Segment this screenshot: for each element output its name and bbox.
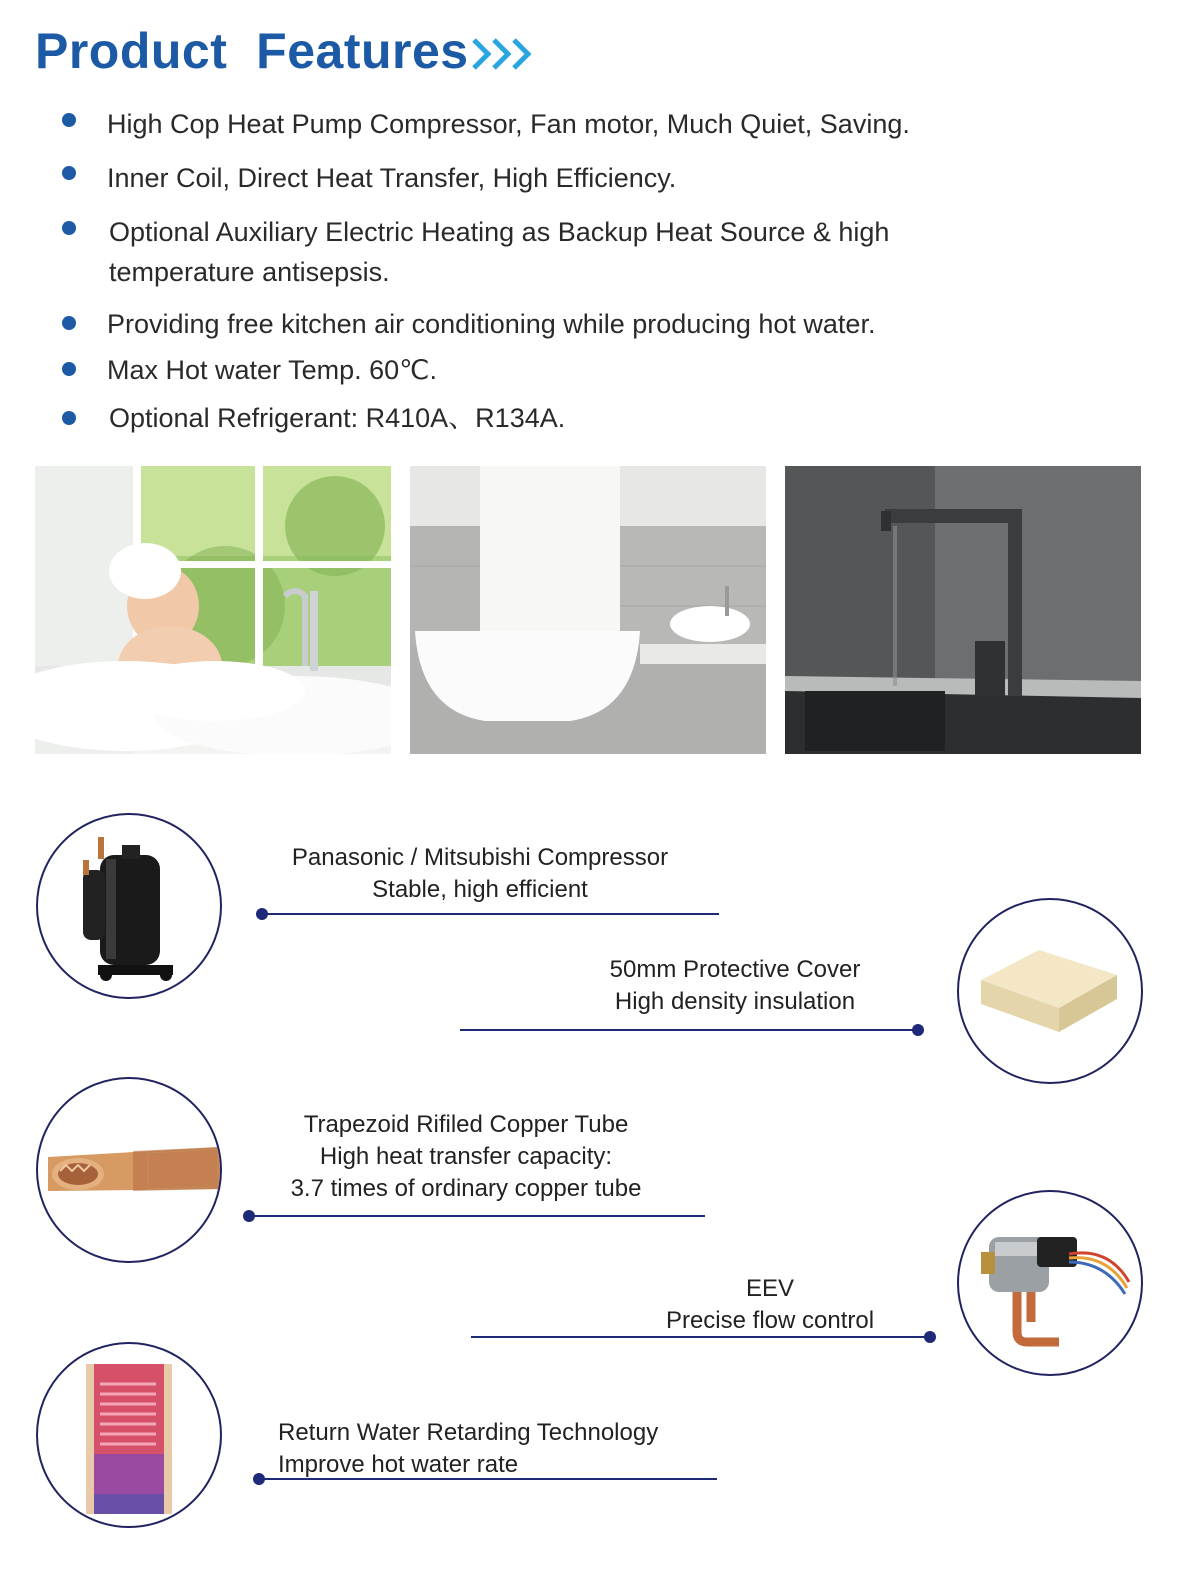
bullet-dot [62,362,76,376]
caption-line: High density insulation [614,988,856,1015]
feature-item: Providing free kitchen air conditioning while producing hot water. [107,309,876,339]
photo-bathroom-bathtub [410,466,766,754]
caption-line: 50mm Protective Cover [609,956,861,983]
bullet-dot [62,113,76,127]
caption-line: Improve hot water rate [278,1451,519,1478]
bullet-dot [62,166,76,180]
connector-line [460,1029,918,1031]
eev-caption [600,1273,940,1337]
compressor-icon [36,813,222,999]
caption-line: Return Water Retarding Technology [278,1419,659,1446]
caption-line: 3.7 times of ordinary copper tube [290,1175,642,1202]
photo-child-bubble-bath [35,466,391,754]
expansion-valve-icon [957,1190,1143,1376]
copper-tube-icon [36,1077,222,1263]
bullet-dot [62,221,76,235]
connector-line [249,1215,705,1217]
caption-line: EEV [745,1275,795,1302]
caption-line: Trapezoid Rifiled Copper Tube [303,1111,629,1138]
caption-line: Stable, high efficient [372,876,588,903]
protective-cover-caption [560,954,910,1018]
copper-tube-caption [246,1109,686,1205]
bullet-dot [62,411,76,425]
caption-line: Precise flow control [665,1307,875,1334]
return-water-caption [278,1417,718,1481]
feature-item: Optional Auxiliary Electric Heating as Backup Heat Source & high [109,217,890,247]
connector-dot [912,1024,924,1036]
feature-item-continuation: temperature antisepsis. [109,257,390,287]
bullet-dot [62,316,76,330]
connector-dot [924,1331,936,1343]
feature-item: Max Hot water Temp. 60℃. [107,355,437,385]
connector-line [471,1336,929,1338]
insulation-foam-icon [957,898,1143,1084]
photo-kitchen-faucet [785,466,1141,754]
feature-item: High Cop Heat Pump Compressor, Fan motor, Much Quiet, Saving. [107,109,910,139]
feature-item: Inner Coil, Direct Heat Transfer, High Efficiency. [107,163,677,193]
feature-item: Optional Refrigerant: R410A、R134A. [109,403,566,433]
chevron-right-arrows-icon [470,36,540,72]
water-tank-cross-section-icon [36,1342,222,1528]
connector-line [262,913,719,915]
compressor-caption [260,842,700,906]
page-title: Product Features [35,23,469,79]
connector-line [259,1478,717,1480]
caption-line: High heat transfer capacity: [319,1143,613,1170]
caption-line: Panasonic / Mitsubishi Compressor [291,844,669,871]
